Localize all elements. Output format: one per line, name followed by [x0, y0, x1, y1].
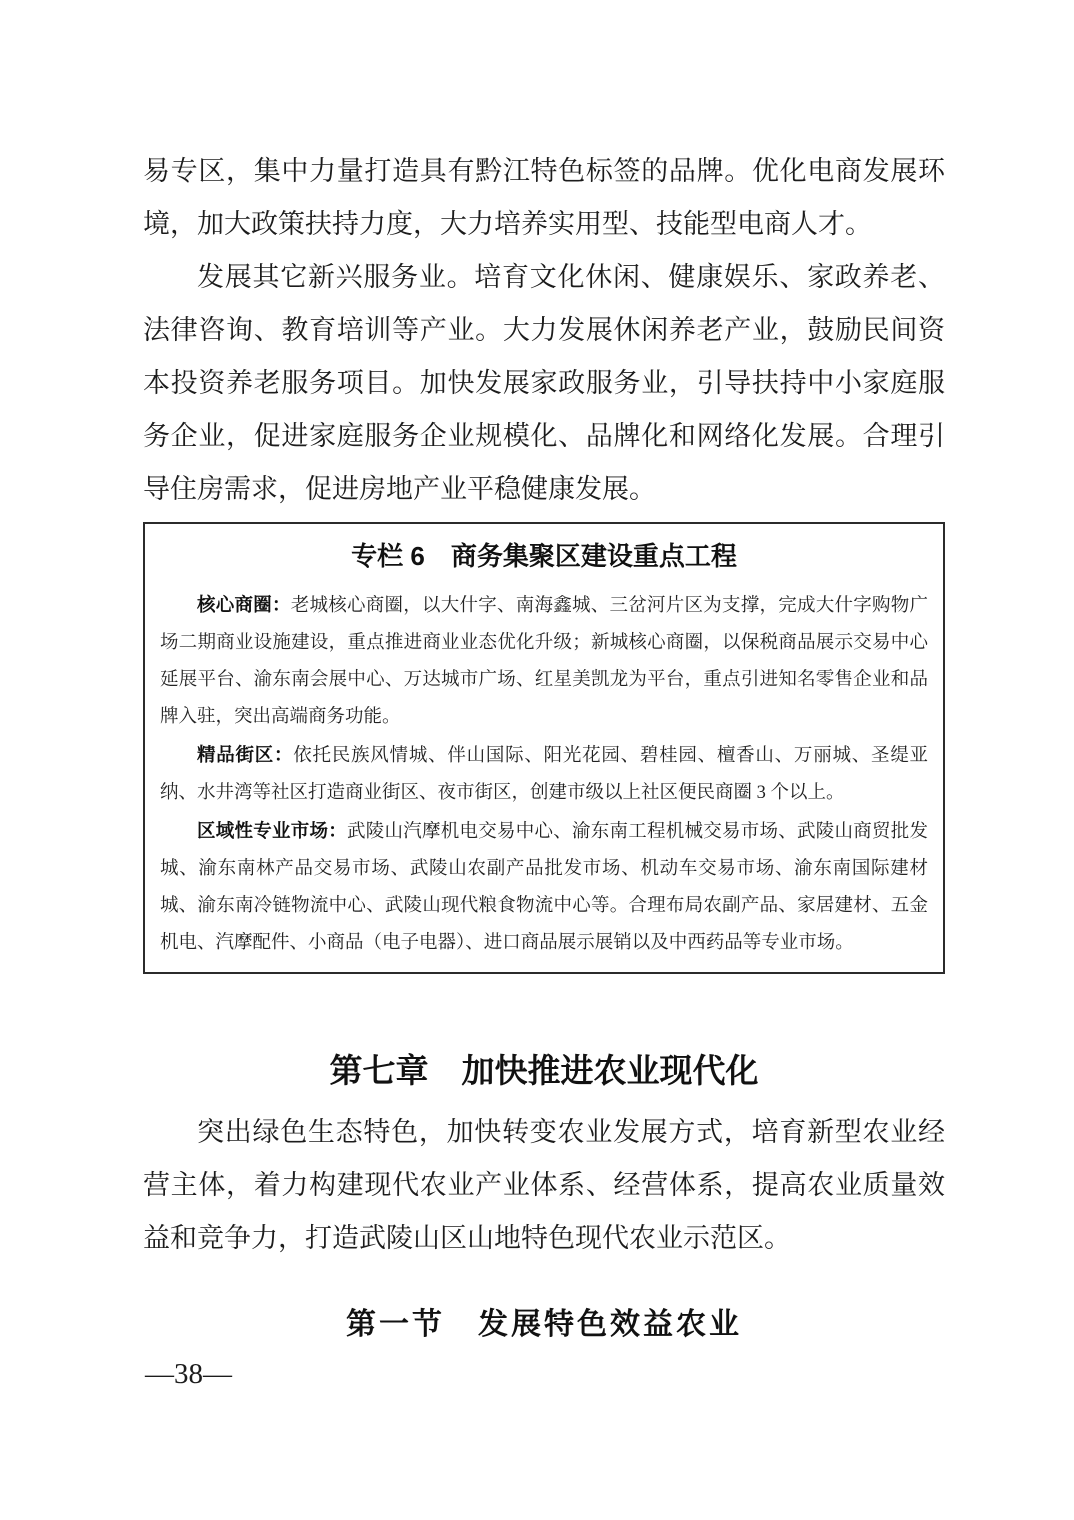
- body-paragraph: 发展其它新兴服务业。培育文化休闲、健康娱乐、家政养老、法律咨询、教育培训等产业。大力发展休闲养老产业，鼓励民间资本投资养老服务项目。加快发展家政服务业，引导扶持中小家庭服务企业，促进家庭服务企业规模化、品牌化和网络化发展。合理引导住房需求，促进房地产业平稳健康发展。: [143, 262, 945, 504]
- callout-paragraph-label: 精品街区：: [197, 744, 294, 765]
- callout-paragraph-regional-markets: [160, 812, 928, 962]
- callout-paragraph-boutique-blocks: [160, 736, 928, 812]
- page-content: [143, 145, 945, 1347]
- callout-paragraph-label: 核心商圈：: [197, 594, 291, 615]
- callout-box-title: 专栏 6 商务集聚区建设重点工程: [351, 541, 737, 571]
- chapter-heading: 第七章 加快推进农业现代化: [329, 1052, 759, 1089]
- body-paragraph-continued: 易专区，集中力量打造具有黔江特色标签的品牌。优化电商发展环境，加大政策扶持力度，大力培养实用型、技能型电商人才。: [143, 156, 945, 239]
- callout-paragraph-text: 依托民族风情城、伴山国际、阳光花园、碧桂园、檀香山、万丽城、圣缇亚纳、水井湾等社区打造商业街区、夜市街区，创建市级以上社区便民商圈 3 个以上。: [160, 746, 928, 803]
- callout-paragraph-label: 区域性专业市场：: [197, 820, 347, 841]
- callout-paragraph-text: 老城核心商圈，以大什字、南海鑫城、三岔河片区为支撑，完成大什字购物广场二期商业设施建设，重点推进商业业态优化升级；新城核心商圈，以保税商品展示交易中心延展平台、渝东南会展中心、万达城市广场、红星美凯龙为平台，重点引进知名零售企业和品牌入驻，突出高端商务功能。: [160, 596, 928, 727]
- callout-box: [143, 522, 945, 974]
- page-number: —38—: [145, 1358, 232, 1390]
- callout-paragraph-text: 武陵山汽摩机电交易中心、渝东南工程机械交易市场、武陵山商贸批发城、渝东南林产品交易市场、武陵山农副产品批发市场、机动车交易市场、渝东南国际建材城、渝东南冷链物流中心、武陵山现代粮食物流中心等。合理布局农副产品、家居建材、五金机电、汽摩配件、小商品（电子电器）、进口商品展示展销以及中西药品等专业市场。: [160, 822, 928, 953]
- section-heading: 第一节 发展特色效益农业: [346, 1308, 742, 1341]
- callout-paragraph-core-business: [160, 586, 928, 736]
- chapter-paragraph: 突出绿色生态特色，加快转变农业发展方式，培育新型农业经营主体，着力构建现代农业产业体系、经营体系，提高农业质量效益和竞争力，打造武陵山区山地特色现代农业示范区。: [143, 1117, 945, 1253]
